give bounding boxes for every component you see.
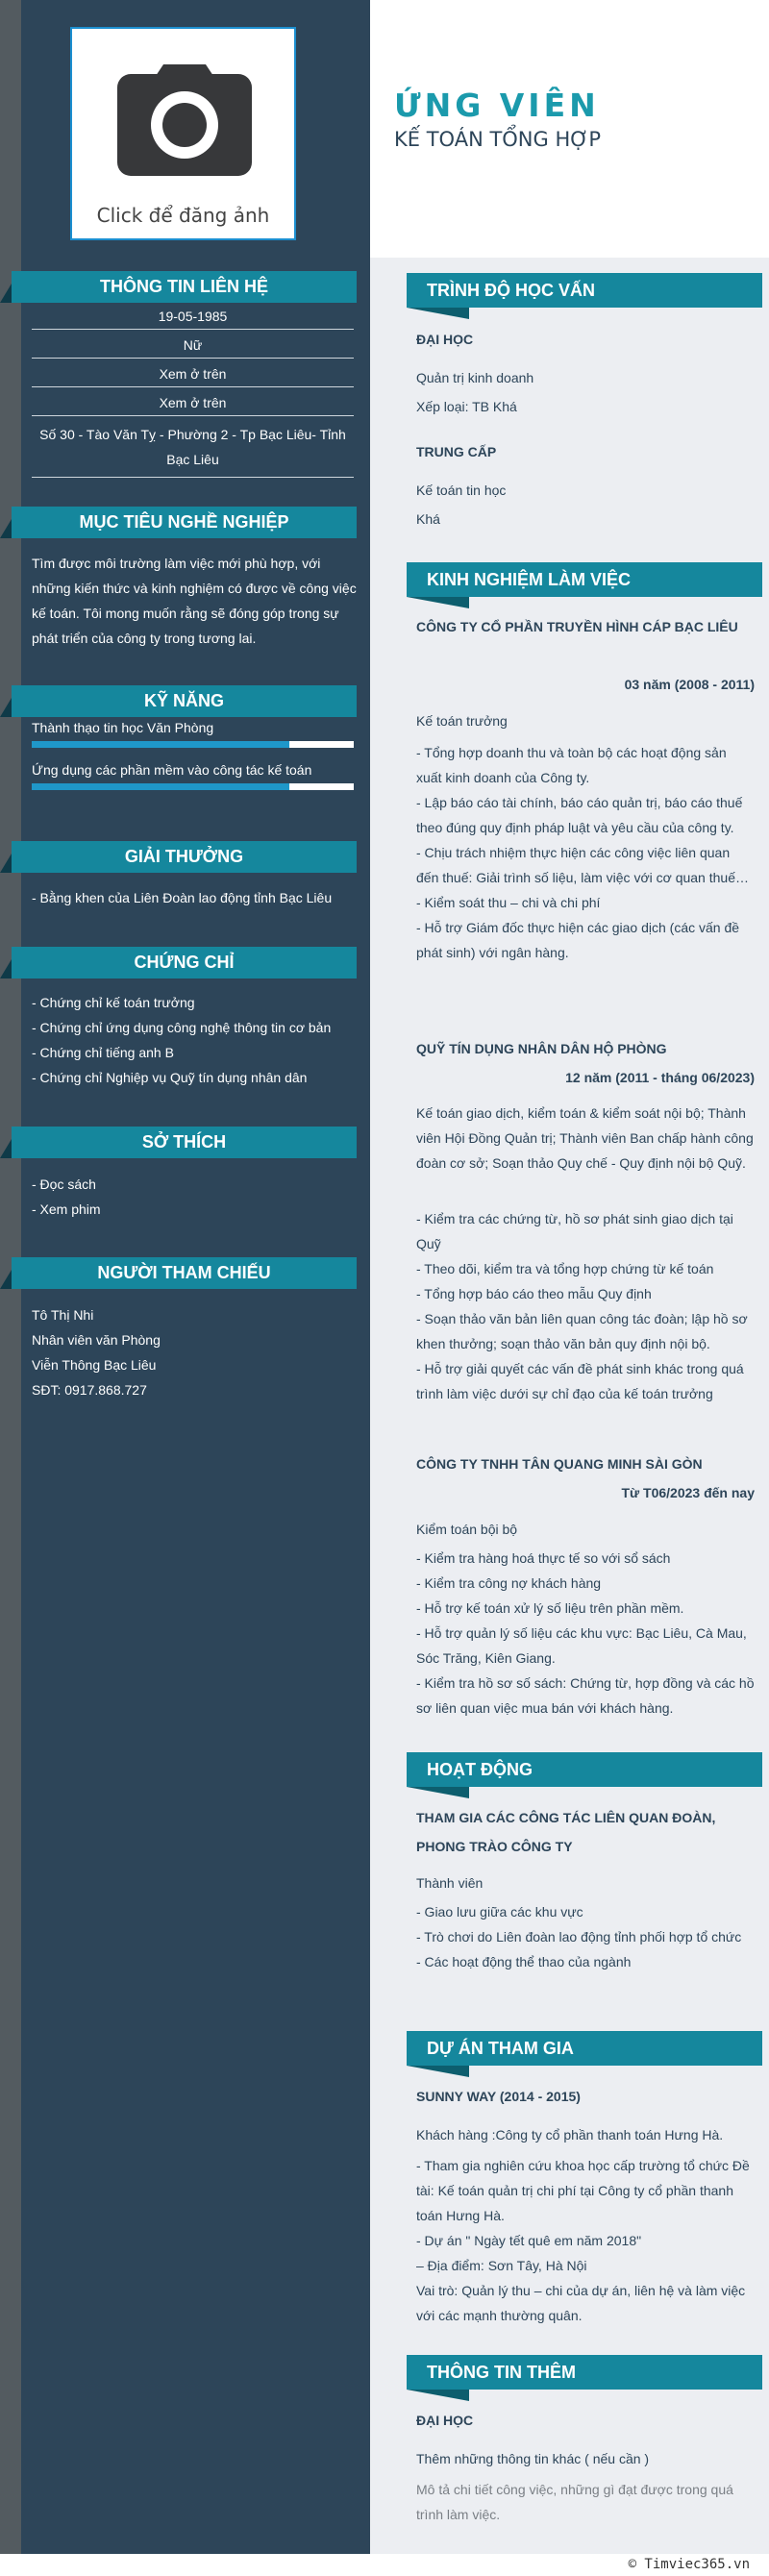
section-heading-activities: HOẠT ĐỘNG [407, 1752, 762, 1787]
contact-phone: Xem ở trên [32, 361, 354, 387]
project-title: SUNNY WAY (2014 - 2015) [416, 2089, 581, 2104]
skill-label: Thành thạo tin học Văn Phòng [32, 720, 214, 735]
avatar-upload[interactable] [70, 27, 296, 240]
skill-level-bar [32, 783, 354, 790]
skill-level-fill [32, 741, 289, 748]
job-period: Từ T06/2023 đến nay [621, 1485, 755, 1500]
reference-company: Viễn Thông Bạc Liêu [32, 1357, 157, 1373]
duty-item: - Hỗ trợ kế toán xử lý số liệu trên phần mềm. [416, 1600, 684, 1616]
duty-item: - Theo dõi, kiểm tra và tổng hợp chứng từ kế toán [416, 1261, 714, 1276]
job-role: Kiểm toán bội bộ [416, 1522, 518, 1537]
extra-title: ĐẠI HỌC [416, 2413, 474, 2428]
section-heading-skills: KỸ NĂNG [12, 685, 357, 717]
duty-item: - Kiểm tra các chứng từ, hồ sơ phát sinh giao dịch tại Quỹ [416, 1211, 733, 1251]
job-period: 12 năm (2011 - tháng 06/2023) [565, 1070, 755, 1085]
candidate-name: ỨNG VIÊN [394, 87, 600, 124]
education-rank: Khá [416, 511, 440, 527]
contact-address: Số 30 - Tào Văn Tỵ - Phường 2 - Tp Bạc Liêu- Tỉnh Bạc Liêu [32, 419, 354, 478]
activity-item: - Các hoạt động thể thao của ngành [416, 1954, 632, 1969]
job-duties [416, 1206, 755, 1406]
activity-title: THAM GIA CÁC CÔNG TÁC LIÊN QUAN ĐOÀN, PHONG TRÀO CÔNG TY [416, 1810, 716, 1854]
activity-role: Thành viên [416, 1875, 484, 1891]
award-item: - Bằng khen của Liên Đoàn lao động tỉnh Bạc Liêu [32, 890, 333, 905]
duty-item: - Hỗ trợ Giám đốc thực hiện các giao dịch (các vấn đề phát sinh) với ngân hàng. [416, 920, 740, 960]
name-title-block [394, 87, 601, 151]
reference-details [32, 1302, 357, 1402]
duty-item: - Hỗ trợ quản lý số liệu các khu vực: Bạc Liêu, Cà Mau, Sóc Trăng, Kiên Giang. [416, 1625, 747, 1666]
project-line: - Tham gia nghiên cứu khoa học cấp trường tổ chức Đề tài: Kế toán quản trị chi phí tại Công ty cổ phần thanh toán Hưng Hà. [416, 2158, 750, 2223]
section-heading-experience: KINH NGHIỆM LÀM VIỆC [407, 562, 762, 597]
project-client: Khách hàng :Công ty cổ phần thanh toán Hưng Hà. [416, 2127, 724, 2143]
section-heading-projects: DỰ ÁN THAM GIA [407, 2031, 762, 2066]
activity-item: - Giao lưu giữa các khu vực [416, 1904, 583, 1920]
objective-text: Tìm được môi trường làm việc mới phù hợp, với những kiến thức và kinh nghiệm có được về công việc kế toán. Tôi mong muốn rằng sẽ đóng góp trong sự phát triển của công ty trong tương lai. [32, 556, 357, 646]
certificate-item: - Chứng chỉ ứng dụng công nghệ thông tin cơ bản [32, 1020, 332, 1035]
duty-item: - Kiểm soát thu – chi và chi phí [416, 895, 601, 910]
section-heading-hobbies: SỞ THÍCH [12, 1127, 357, 1158]
contact-email: Xem ở trên [32, 390, 354, 416]
certificate-item: - Chứng chỉ tiếng anh B [32, 1045, 174, 1060]
hobby-item: - Xem phim [32, 1201, 101, 1217]
skill-level-bar [32, 741, 354, 748]
activity-list [416, 1899, 755, 1974]
contact-gender: Nữ [32, 333, 354, 359]
camera-icon [117, 62, 252, 176]
education-major: Kế toán tin học [416, 483, 507, 498]
skill-level-fill [32, 783, 289, 790]
education-rank: Xếp loại: TB Khá [416, 399, 517, 414]
job-period: 03 năm (2008 - 2011) [624, 677, 755, 692]
project-line: – Địa điểm: Sơn Tây, Hà Nội [416, 2258, 587, 2273]
job-duties [416, 1546, 755, 1721]
certificates-list [32, 990, 357, 1090]
reference-name: Tô Thị Nhi [32, 1307, 94, 1323]
section-heading-reference: NGƯỜI THAM CHIẾU [12, 1257, 357, 1289]
job-title: KẾ TOÁN TỔNG HỢP [394, 128, 602, 151]
duty-item: - Tổng hợp báo cáo theo mẫu Quy định [416, 1286, 652, 1301]
education-level: TRUNG CẤP [416, 444, 497, 459]
duty-item: - Hỗ trợ giải quyết các vấn đề phát sinh khác trong quá trình làm việc dưới sự chỉ đạo của kế toán trưởng [416, 1361, 744, 1401]
education-major: Quản trị kinh doanh [416, 370, 534, 385]
project-line: Vai trò: Quản lý thu – chi của dự án, liên hệ và làm việc với các mạnh thường quân. [416, 2283, 746, 2323]
section-heading-certificates: CHỨNG CHỈ [12, 947, 357, 978]
hobby-item: - Đọc sách [32, 1177, 96, 1192]
duty-item: - Lập báo cáo tài chính, báo cáo quản trị, báo cáo thuế theo đúng quy định pháp luật và yêu cầu của công ty. [416, 795, 743, 835]
job-role: Kế toán trưởng [416, 713, 508, 729]
project-details [416, 2153, 755, 2328]
extra-description: Mô tả chi tiết công việc, những gì đạt được trong quá trình làm việc. [416, 2482, 733, 2522]
extra-line: Thêm những thông tin khác ( nếu cần ) [416, 2451, 650, 2466]
job-duties [416, 740, 755, 965]
section-heading-contact: THÔNG TIN LIÊN HỆ [12, 271, 357, 303]
footer [0, 2554, 769, 2576]
awards-list [32, 885, 357, 910]
skill-label: Ứng dụng các phần mềm vào công tác kế toán [32, 762, 312, 778]
education-level: ĐẠI HỌC [416, 332, 474, 347]
section-heading-education: TRÌNH ĐỘ HỌC VẤN [407, 273, 762, 308]
duty-item: - Chịu trách nhiệm thực hiện các công việc liên quan đến thuế: Giải trình số liệu, làm việc với cơ quan thuế… [416, 845, 749, 885]
project-line: - Dự án " Ngày tết quê em năm 2018" [416, 2233, 642, 2248]
contact-birthdate: 19-05-1985 [32, 304, 354, 330]
certificate-item: - Chứng chỉ kế toán trưởng [32, 995, 195, 1010]
duty-item: - Kiểm tra hồ sơ số sách: Chứng từ, hợp đồng và các hồ sơ liên quan việc mua bán với khách hàng. [416, 1675, 755, 1716]
section-heading-objective: MỤC TIÊU NGHỀ NGHIỆP [12, 507, 357, 538]
reference-position: Nhân viên văn Phòng [32, 1332, 161, 1348]
job-company: CÔNG TY TNHH TÂN QUANG MINH SÀI GÒN [416, 1456, 703, 1472]
duty-item: - Soạn thảo văn bản liên quan công tác đoàn; lập hồ sơ khen thưởng; soạn thảo văn bản quy định nội bộ. [416, 1311, 748, 1351]
job-company: QUỸ TÍN DỤNG NHÂN DÂN HỘ PHÒNG [416, 1041, 667, 1056]
section-heading-extra: THÔNG TIN THÊM [407, 2355, 762, 2390]
job-company: CÔNG TY CỔ PHẦN TRUYỀN HÌNH CÁP BẠC LIÊU [416, 619, 738, 634]
hobbies-list [32, 1172, 357, 1222]
duty-item: - Kiểm tra công nợ khách hàng [416, 1575, 602, 1591]
activity-item: - Trò chơi do Liên đoàn lao động tỉnh phối hợp tổ chức [416, 1929, 742, 1944]
footer-copyright: © Timviec365.vn [628, 2557, 750, 2572]
section-heading-awards: GIẢI THƯỞNG [12, 841, 357, 873]
avatar-caption: Click để đăng ảnh [96, 204, 270, 227]
duty-item: - Tổng hợp doanh thu và toàn bộ các hoạt động sản xuất kinh doanh của Công ty. [416, 745, 727, 785]
job-role: Kế toán giao dịch, kiểm toán & kiểm soát nội bộ; Thành viên Hội Đồng Quản trị; Thành viên Ban chấp hành công đoàn cơ sở; Soạn thảo Quy chế - Quy định nội bộ Quỹ. [416, 1105, 754, 1171]
duty-item: - Kiểm tra hàng hoá thực tế so với sổ sách [416, 1550, 671, 1566]
reference-phone: SĐT: 0917.868.727 [32, 1382, 147, 1398]
certificate-item: - Chứng chỉ Nghiệp vụ Quỹ tín dụng nhân dân [32, 1070, 308, 1085]
